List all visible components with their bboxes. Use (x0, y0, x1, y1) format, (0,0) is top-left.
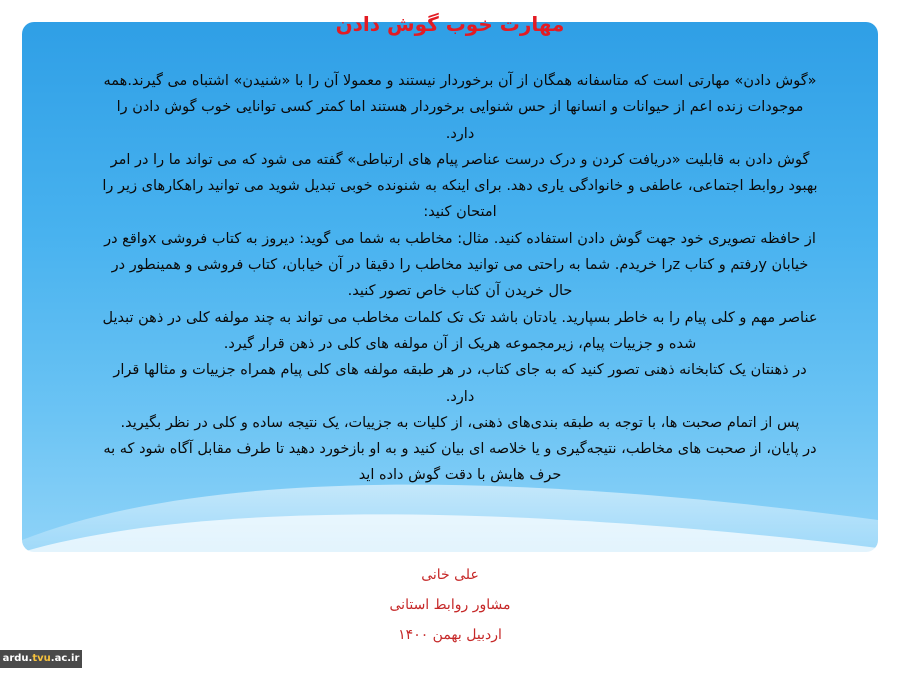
place-date: اردبیل بهمن ۱۴۰۰ (398, 627, 502, 643)
signature-block (330, 560, 570, 650)
paragraph: در ذهنتان یک کتابخانه ذهنی تصور کنید که به جای کتاب، در هر طبقه مولفه های کلی پیام همراه جزییات و مثالها قرار دارد. (113, 362, 807, 405)
author-name: علی خانی (421, 567, 479, 583)
author-role: مشاور روابط استانی (389, 597, 511, 613)
site-badge[interactable] (0, 650, 82, 668)
slide-title: مهارت خوب گوش دادن (335, 12, 565, 36)
paragraph: در پایان، از صحبت های مخاطب، نتیجه‌گیری و یا خلاصه ای بیان کنید و به او بازخورد دهید تا طرف مقابل آگاه شود که به حرف هایش با دقت گوش داده اید (103, 441, 817, 484)
site-suffix: .ac.ir (50, 653, 80, 664)
paragraph: عناصر مهم و کلی پیام را به خاطر بسپارید. یادتان باشد تک تک کلمات مخاطب می تواند به چند مولفه کلی در ذهن تبدیل شده و جزییات پیام، زیرمجموعه هریک از آن مولفه های کلی در ذهن قرار گیرد. (102, 309, 818, 352)
slide-body (100, 68, 820, 489)
paragraph: پس از اتمام صحبت ها، با توجه به طبقه بندی‌های ذهنی، از کلیات به جزییات، یک نتیجه ساده و کلی در نظر بگیرید. (120, 414, 800, 431)
site-accent: tvu (32, 653, 51, 664)
paragraph: گوش دادن به قابلیت «دریافت کردن و درک درست عناصر پیام های ارتباطی» گفته می شود که می تواند ما را در امر بهبود روابط اجتماعی، عاطفی و خانوادگی یاری دهد. برای اینکه به شنونده خوبی تبدیل شوید می توانید راهکارهای زیر را امتحان کنید: (102, 151, 818, 221)
site-prefix: ardu. (2, 653, 33, 664)
paragraph: «گوش دادن» مهارتی است که متاسفانه همگان از آن برخوردار نیستند و معمولا آن را با «شنیدن» اشتباه می گیرند.همه موجودات زنده اعم از حیوانات و انسانها از حس شنوایی برخوردار هستند اما کمتر کسی توانایی خوب گوش دادن را دارد. (103, 73, 817, 142)
paragraph: از حافظه تصویری خود جهت گوش دادن استفاده کنید. مثال: مخاطب به شما می گوید: دیروز به کتاب فروشی xواقع در خیابان yرفتم و کتاب zرا خریدم. شما به راحتی می توانید مخاطب را دقیقا در آن خیابان، کتاب فروشی و همینطور در حال خریدن آن کتاب خاص تصور کنید. (104, 230, 816, 300)
